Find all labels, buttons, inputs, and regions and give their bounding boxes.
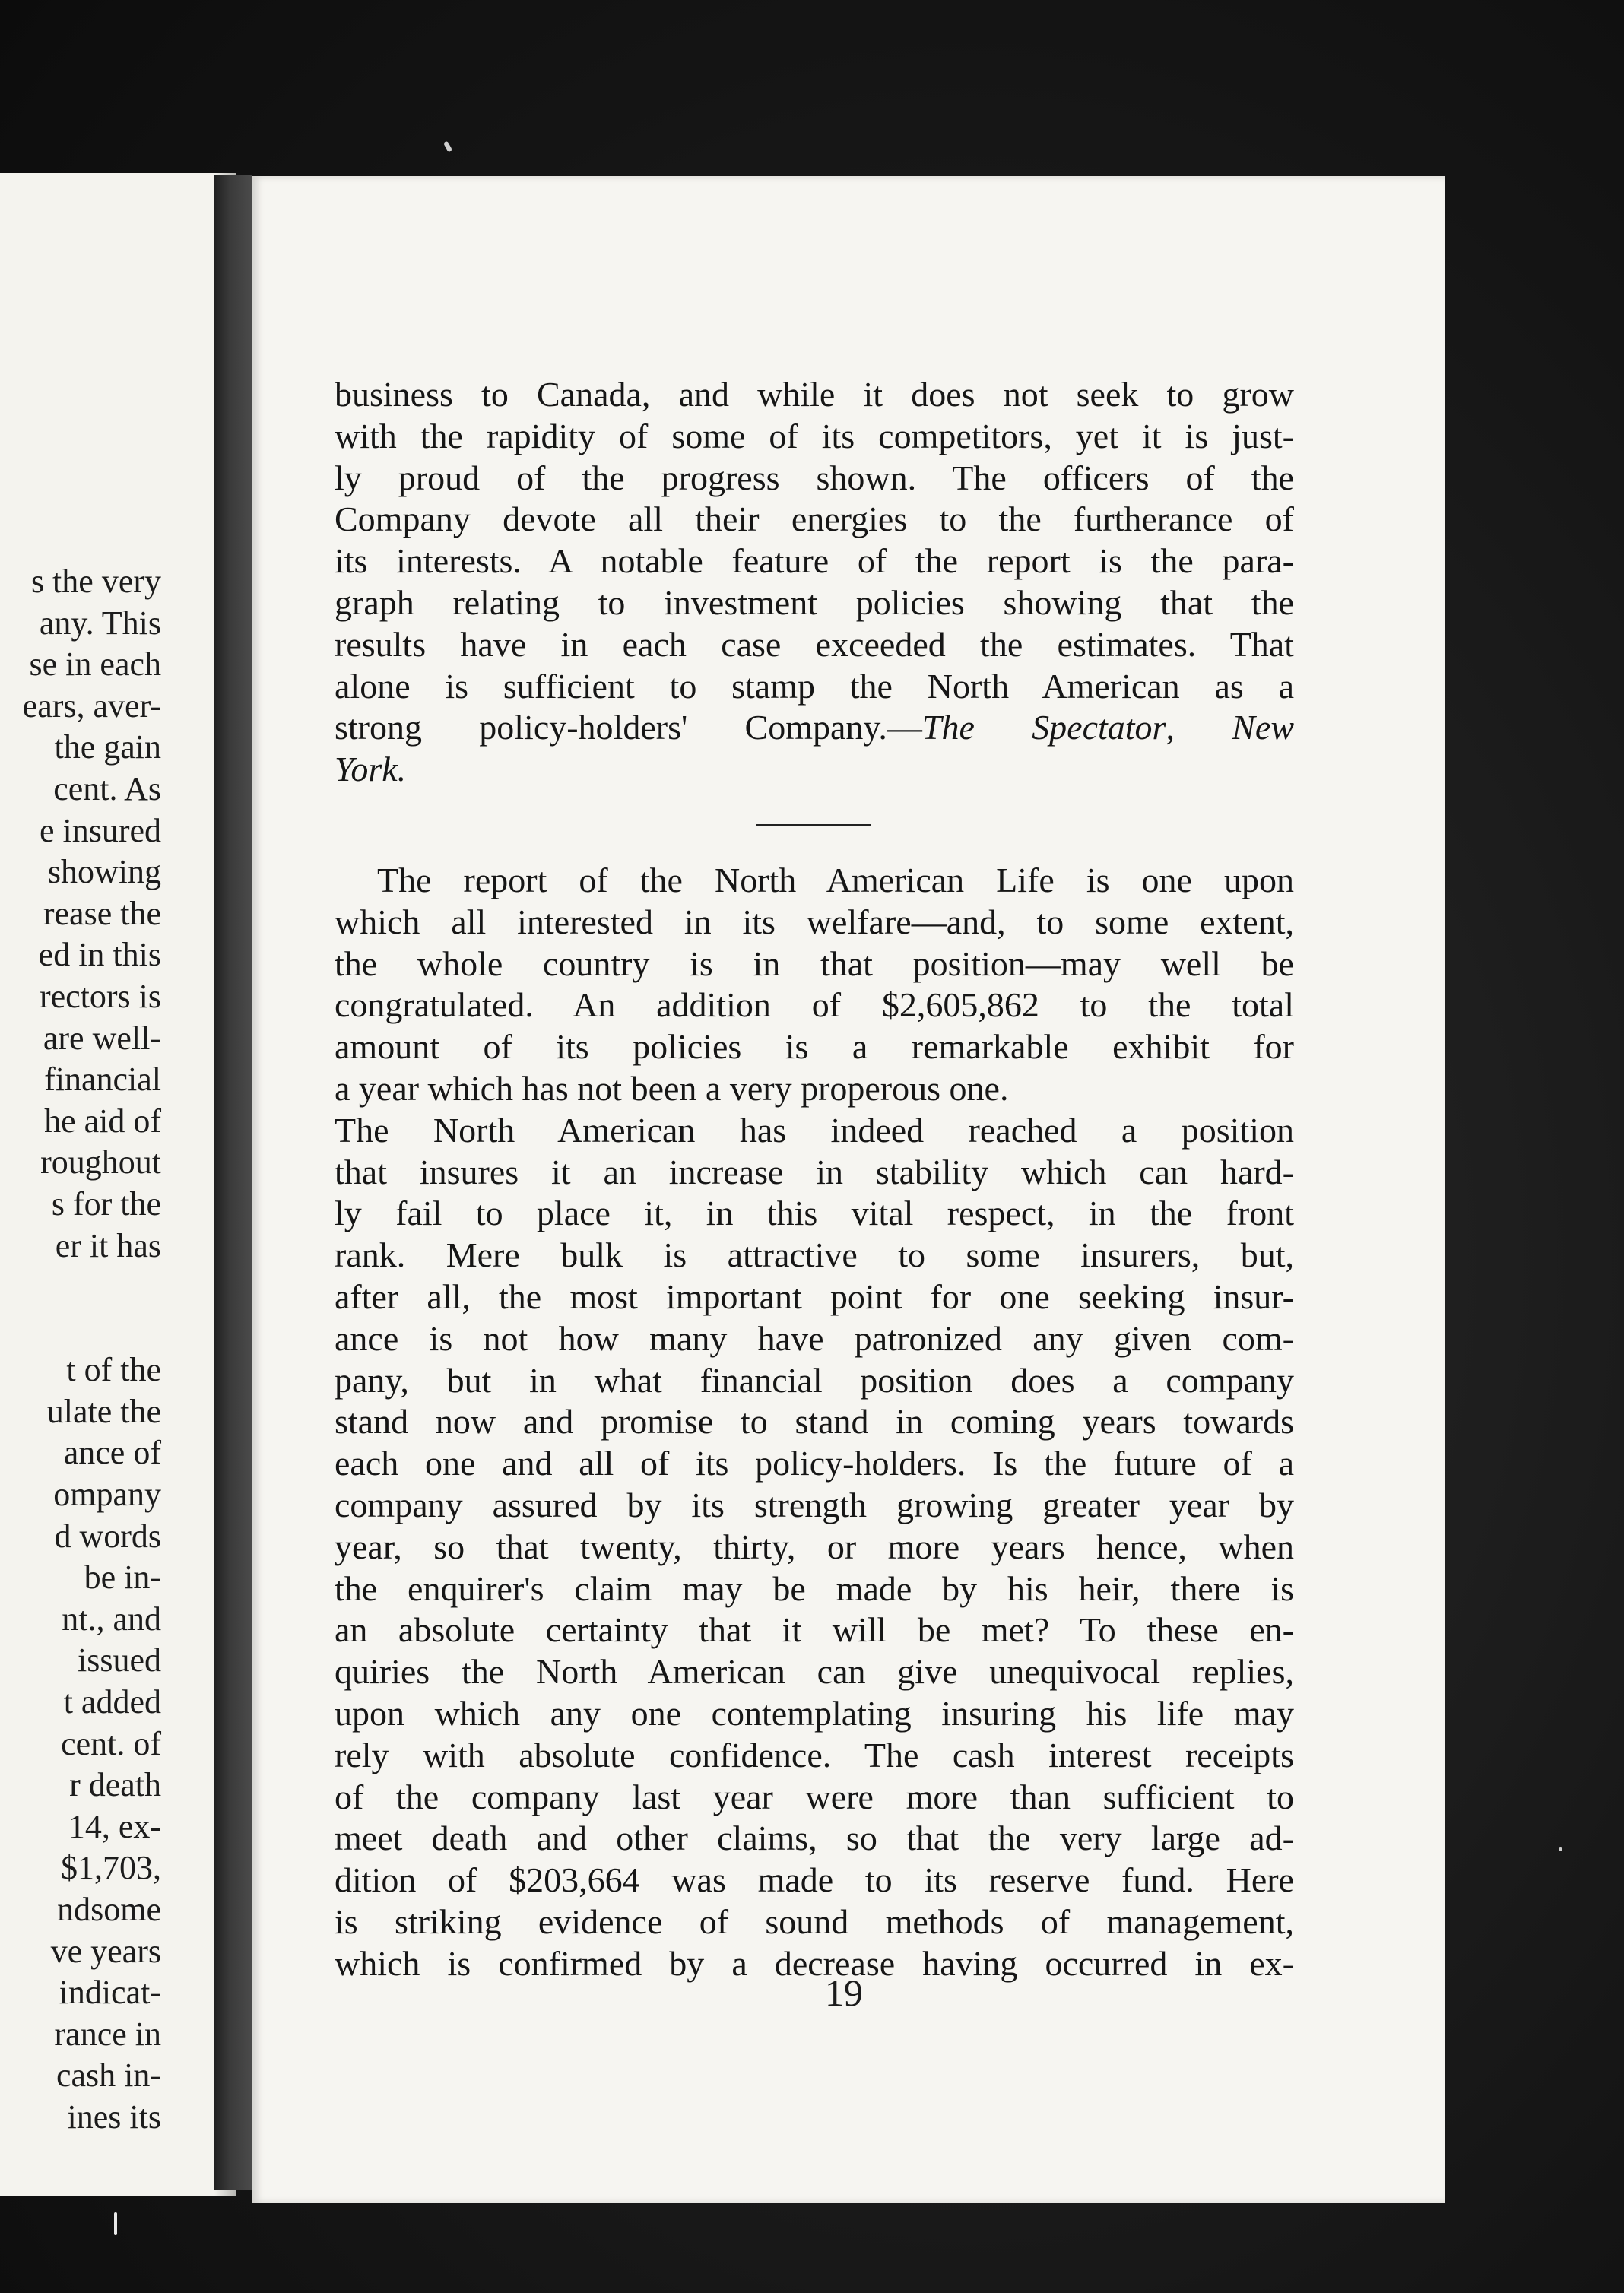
left-page-line [0,1308,161,1350]
left-page-line: ndsome [57,1891,161,1928]
left-page-line: be in- [84,1559,161,1597]
left-page-line: ears, aver- [22,687,161,725]
left-page-line: showing [47,853,161,891]
text-line: stand now and promise to stand in coming years towards [335,1402,1294,1441]
text-line [335,707,1294,749]
text-line: dition of $203,664 was made to its reserve fund. Here [335,1860,1294,1900]
scan-speck [1559,1847,1562,1851]
left-page-line: s the very [30,563,161,600]
left-page-line: cent. of [61,1724,161,1762]
text-line: business to Canada, and while it does not seek to grow [335,375,1294,414]
left-page-line: d words [54,1517,161,1555]
left-page-line: rectors is [39,977,161,1015]
left-page-line: $1,703, [61,1849,161,1887]
scan-speck [114,2212,117,2235]
left-page-line: ulate the [46,1392,161,1430]
text-line: each one and all of its policy-holders. Is the future of a [335,1444,1294,1483]
text-line: its interests. A notable feature of the report is the para- [335,541,1294,581]
text-line: Company devote all their energies to the furtherance of [335,500,1294,539]
left-page-line: t of the [66,1351,161,1389]
left-page-line: ance of [63,1434,161,1472]
left-page-line: ed in this [38,936,161,974]
text-line: results have in each case exceeded the estimates. That [335,624,1294,664]
left-page-line: er it has [55,1226,161,1264]
text-line: amount of its policies is a remarkable exhibit for [335,1027,1294,1067]
citation-place: New [1232,708,1295,747]
text-line: with the rapidity of some of its competitors, yet it is just- [335,416,1294,455]
text-line: The report of the North American Life is one upon [377,860,1294,899]
citation-place-continued: York. [335,750,407,789]
text-line: quiries the North American can give unequivocal replies, [335,1652,1294,1692]
left-page-line: are well- [43,1019,161,1057]
left-page-line: financial [44,1061,161,1099]
page-number: 19 [825,1971,863,2014]
left-page-line: rease the [43,894,161,932]
text-line: which is confirmed by a decrease having occurred in ex- [335,1943,1294,1983]
left-page-line: he aid of [44,1102,161,1140]
left-page-line: the gain [54,728,161,766]
left-page-line: ve years [50,1932,161,1970]
text-line: an absolute certainty that it will be met? To these en- [335,1610,1294,1650]
text-line: ly proud of the progress shown. The officers of the [335,458,1294,497]
text-line: ance is not how many have patronized any given com- [335,1318,1294,1358]
left-page-line: rance in [54,2015,161,2053]
left-page-text-column [0,561,161,2139]
left-page-line: nt., and [62,1600,161,1638]
text-line: meet death and other claims, so that the very large ad- [335,1819,1294,1858]
left-page-line: ines its [67,2098,161,2136]
left-page-line: roughout [40,1143,161,1181]
section-divider-rule [756,824,871,826]
paragraph-north-american-report [335,860,1294,1985]
text-line: after all, the most important point for one seeking insur- [335,1277,1294,1316]
left-page-line [0,1267,161,1308]
left-page-line: issued [78,1641,161,1679]
text-line: the whole country is in that position—may well be [335,944,1294,983]
left-page-line: s for the [51,1185,161,1223]
left-page-line: r death [69,1766,161,1804]
text-line: company assured by its strength growing greater year by [335,1485,1294,1524]
text-line: congratulated. An addition of $2,605,862 to the total [335,985,1294,1025]
text-line: alone is sufficient to stamp the North American as a [335,666,1294,706]
text-line: which all interested in its welfare—and, to some extent, [335,902,1294,941]
text-line: is striking evidence of sound methods of management, [335,1901,1294,1941]
left-page-line: cash in- [56,2057,161,2095]
left-facing-page [0,173,236,2196]
left-page-line: cent. As [53,769,161,807]
paragraph-spectator-quote [335,374,1294,791]
page-body-text [335,374,1294,1984]
citation-text: strong policy-holders' Company.— [335,708,922,747]
left-page-line: 14, ex- [68,1807,161,1845]
text-line: a year which has not been a very properous one. [335,1068,1009,1108]
text-line: the enquirer's claim may be made by his heir, there is [335,1568,1294,1608]
text-line [335,749,1294,791]
text-line: upon which any one contemplating insuring his life may [335,1693,1294,1733]
text-line: of the company last year were more than sufficient to [335,1777,1294,1816]
left-page-line: any. This [39,604,161,642]
left-page-line: ompany [53,1476,161,1514]
left-page-line: indicat- [59,1974,161,2012]
text-line: The North American has indeed reached a position [335,1110,1294,1150]
text-line: ly fail to place it, in this vital respect, in the front [335,1194,1294,1233]
text-line: year, so that twenty, thirty, or more years hence, when [335,1527,1294,1566]
text-line: graph relating to investment policies showing that the [335,582,1294,622]
text-line: rank. Mere bulk is attractive to some insurers, but, [335,1235,1294,1275]
left-page-line: e insured [39,811,161,849]
left-page-line: se in each [29,645,161,683]
text-line: rely with absolute confidence. The cash interest receipts [335,1735,1294,1774]
book-spine [214,175,252,2190]
left-page-line: t added [63,1683,161,1721]
citation-separator: , [1166,708,1232,747]
citation-source: The Spectator [921,708,1166,747]
text-line: that insures it an increase in stability which can hard- [335,1152,1294,1191]
text-line: pany, but in what financial position does a company [335,1360,1294,1400]
